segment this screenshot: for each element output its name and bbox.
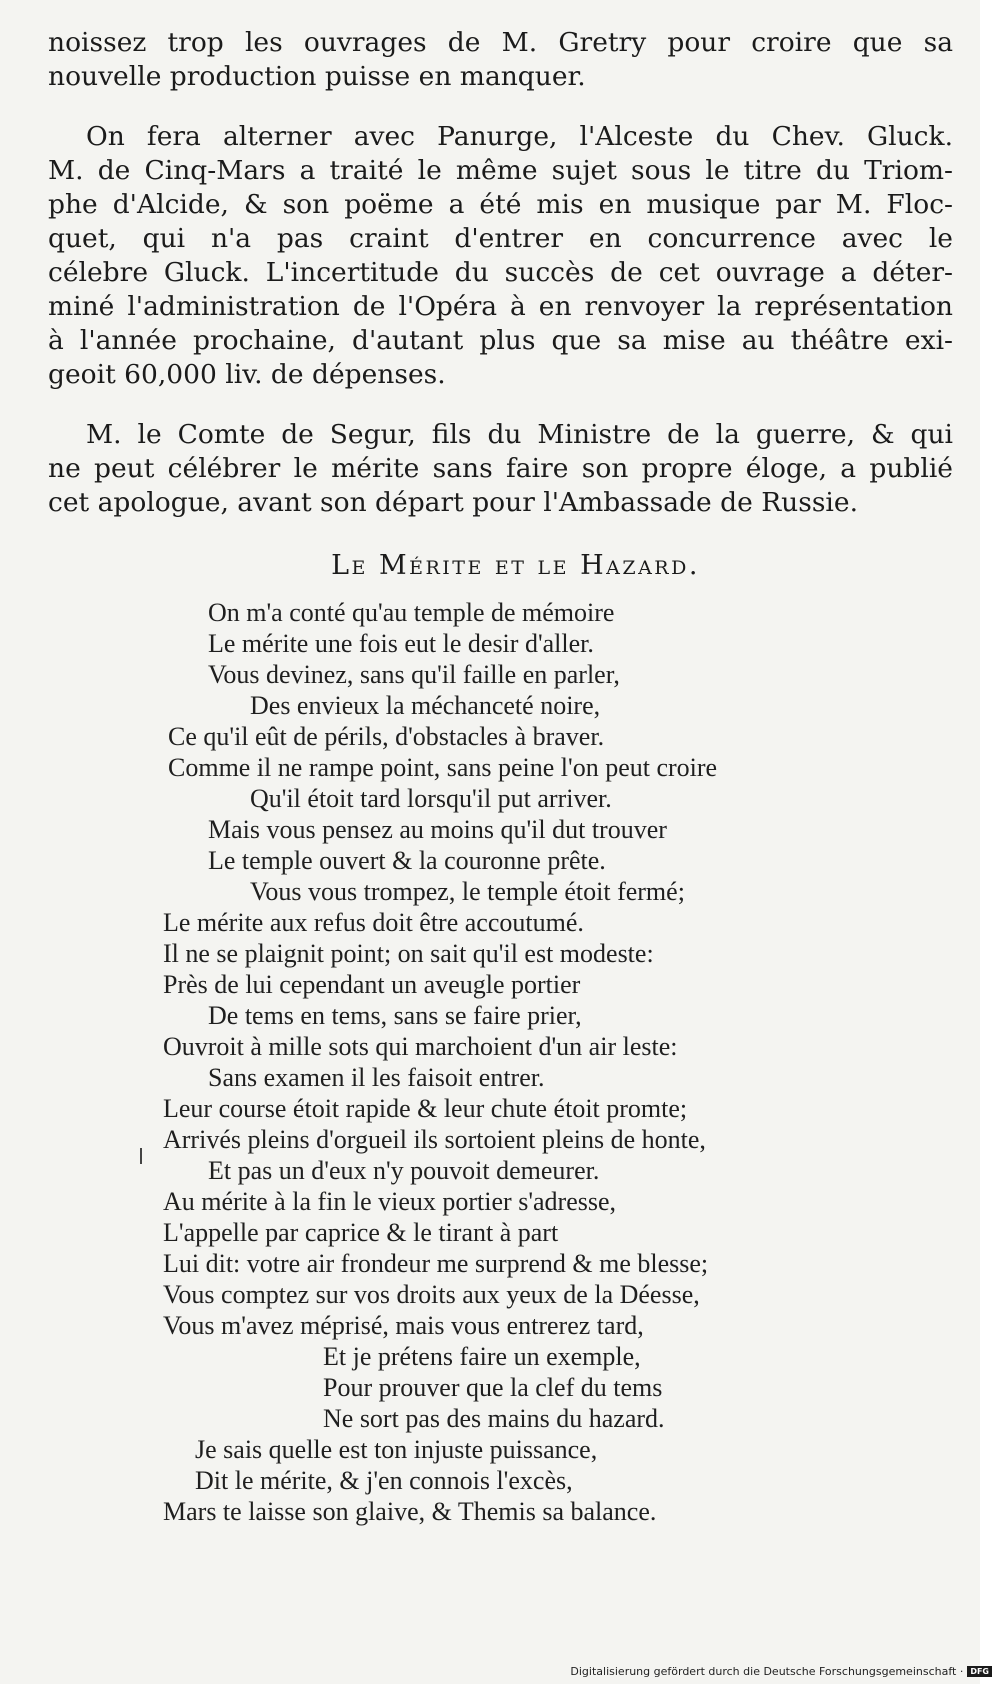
verse-line: Lui dit: votre air frondeur me surprend & me blesse; [163,1249,709,1278]
text-line: On fera alterner avec Panurge, l'Alceste du Chev. Gluck. [86,121,953,152]
verse-line: Le mérite aux refus doit être accoutumé. [163,908,584,937]
stray-ink-mark [140,1148,142,1164]
digitization-credit [570,1665,992,1678]
verse-line: Et pas un d'eux n'y pouvoit demeurer. [208,1156,600,1185]
text-line: miné l'administration de l'Opéra à en renvoyer la représentation [48,291,953,322]
verse-line: Il ne se plaignit point; on sait qu'il est modeste: [163,939,654,968]
paragraph-2 [48,120,953,392]
text-line: nouvelle production puisse en manquer. [48,61,586,92]
verse-line: Leur course étoit rapide & leur chute étoit promte; [163,1094,688,1123]
verse-line: Sans examen il les faisoit entrer. [208,1063,545,1092]
verse-line: Vous vous trompez, le temple étoit fermé; [250,877,685,906]
verse-line: Vous devinez, sans qu'il faille en parler, [208,660,620,689]
poem-title: Le Mérite et le Hazard. [331,550,700,581]
verse-line: Pour prouver que la clef du tems [323,1373,663,1402]
dfg-logo-icon: DFG [967,1666,992,1677]
text-line: à l'année prochaine, d'autant plus que sa mise au théâtre exi- [48,325,953,356]
text-line: geoit 60,000 liv. de dépenses. [48,359,446,390]
verse-line: Vous comptez sur vos droits aux yeux de la Déesse, [163,1280,700,1309]
verse-line: On m'a conté qu'au temple de mémoire [208,598,615,627]
verse-line: Qu'il étoit tard lorsqu'il put arriver. [250,784,612,813]
verse-line: Ce qu'il eût de périls, d'obstacles à braver. [168,722,605,751]
text-line: célebre Gluck. L'incertitude du succès de cet ouvrage a déter- [48,257,953,288]
verse-line: Au mérite à la fin le vieux portier s'adresse, [163,1187,617,1216]
text-line: ne peut célébrer le mérite sans faire son propre éloge, a publié [48,453,953,484]
verse-line: Des envieux la méchanceté noire, [250,691,601,720]
verse-line: De tems en tems, sans se faire prier, [208,1001,582,1030]
text-line: M. de Cinq-Mars a traité le même sujet sous le titre du Triom- [48,155,953,186]
text-line: M. le Comte de Segur, fils du Ministre de la guerre, & qui [86,419,953,450]
text-line: quet, qui n'a pas craint d'entrer en concurrence avec le [48,223,953,254]
text-line: cet apologue, avant son départ pour l'Ambassade de Russie. [48,487,859,518]
page-edge [980,0,1000,1684]
verse-line: Arrivés pleins d'orgueil ils sortoient pleins de honte, [163,1125,706,1154]
verse-line: Vous m'avez méprisé, mais vous entrerez tard, [163,1311,644,1340]
verse-line: Le mérite une fois eut le desir d'aller. [208,629,594,658]
verse-line: Mais vous pensez au moins qu'il dut trouver [208,815,667,844]
poem-body [48,597,953,1527]
text-line: noissez trop les ouvrages de M. Gretry pour croire que sa [48,27,953,58]
verse-line: Près de lui cependant un aveugle portier [163,970,581,999]
paragraph-3 [48,418,953,520]
verse-line: Dit le mérite, & j'en connois l'excès, [195,1466,573,1495]
page-content [48,26,953,1527]
verse-line: L'appelle par caprice & le tirant à part [163,1218,559,1247]
verse-line: Je sais quelle est ton injuste puissance, [195,1435,598,1464]
verse-line: Ne sort pas des mains du hazard. [323,1404,665,1433]
verse-line: Comme il ne rampe point, sans peine l'on peut croire [168,753,718,782]
verse-line: Et je prétens faire un exemple, [323,1342,641,1371]
footer-text: Digitalisierung gefördert durch die Deutsche Forschungsgemeinschaft · [570,1665,964,1678]
verse-line: Mars te laisse son glaive, & Themis sa balance. [163,1497,657,1526]
verse-line: Ouvroit à mille sots qui marchoient d'un air leste: [163,1032,678,1061]
text-line: phe d'Alcide, & son poëme a été mis en musique par M. Floc- [48,189,953,220]
paragraph-1 [48,26,953,94]
verse-line: Le temple ouvert & la couronne prête. [208,846,606,875]
